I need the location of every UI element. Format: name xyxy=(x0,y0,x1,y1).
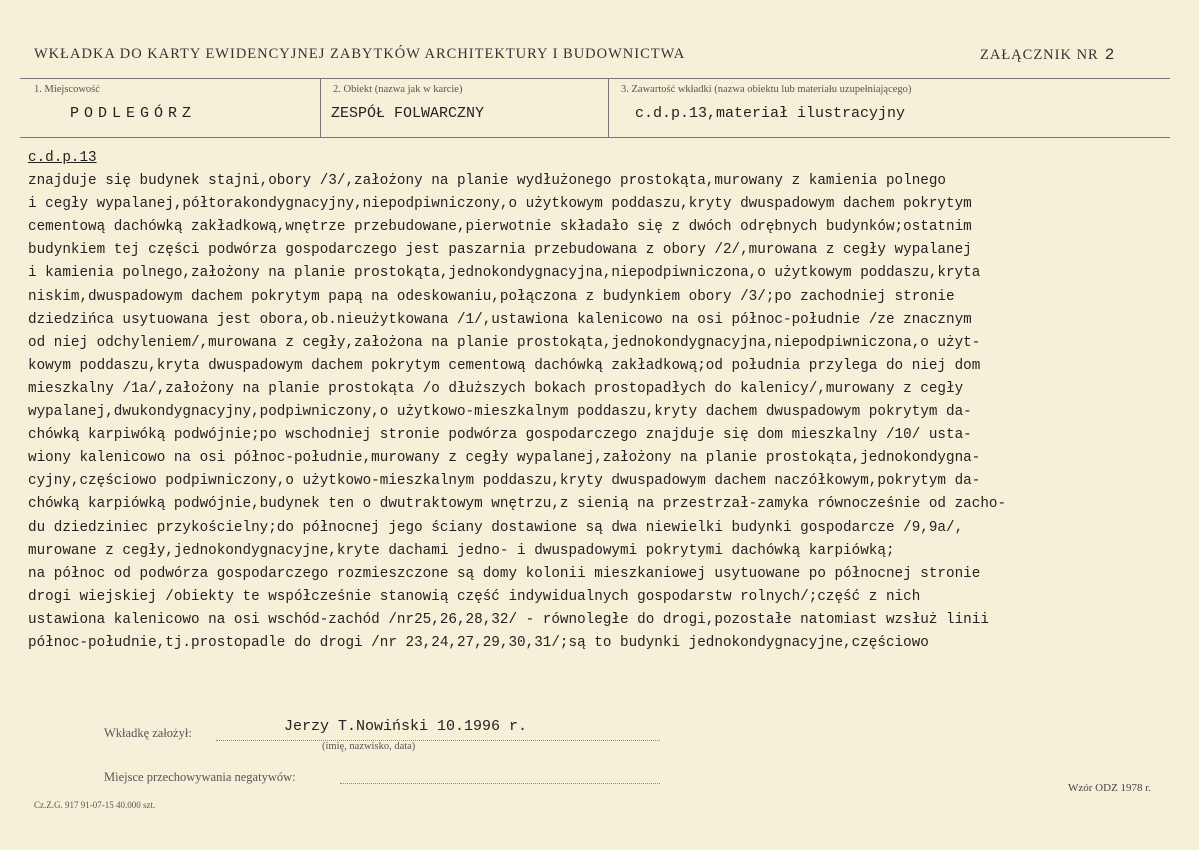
author-value: Jerzy T.Nowiński 10.1996 r. xyxy=(284,718,528,735)
text-line: północ-południe,tj.prostopadle do drogi /nr 23,24,27,29,30,31/;są to budynki jednokondygnacyjne,częściowo xyxy=(28,634,929,651)
text-line: od niej odchyleniem/,murowana z cegły,założona na planie prostokąta,jednokondygnacyjna,niepodpiwniczona,o użyt- xyxy=(28,334,981,351)
text-line: du dziedziniec przykościelny;do północnej jego ściany dostawione są dwa niewielki budynki gospodarcze /9,9a/, xyxy=(28,519,964,536)
text-line: i kamienia polnego,założony na planie prostokąta,jednokondygnacyjna,niepodpiwniczona,o użytkowym poddaszu,kryta xyxy=(28,265,981,282)
annex-label-group xyxy=(980,46,1115,64)
content-field xyxy=(608,79,1171,137)
text-line: cyjny,częściowo podpiwniczony,o użytkowo-mieszkalnym poddaszu,kryty dwuspadowym dachem naczółkowym,pokrytym da- xyxy=(28,473,981,490)
form-title: WKŁADKA DO KARTY EWIDENCYJNEJ ZABYTKÓW ARCHITEKTURY I BUDOWNICTWA xyxy=(34,46,686,62)
text-line: dziedzińca usytuowana jest obora,ob.nieużytkowana /1/,ustawiona kalenicowo na osi północ-południe /ze znacznym xyxy=(28,311,972,328)
continuation-heading: c.d.p.13 xyxy=(28,150,97,166)
negatives-label: Miejsce przechowywania negatywów: xyxy=(104,770,296,784)
negatives-dotted-line xyxy=(340,783,660,784)
annex-number: 2 xyxy=(1104,46,1116,64)
text-line: chówką karpiwóką podwójnie;po wschodniej stronie podwórza gospodarczego znajduje się dom mieszkalny /10/ usta- xyxy=(28,427,972,444)
negatives-row xyxy=(104,770,704,790)
text-line: i cegły wypalanej,półtorakondygnacyjny,niepodpiwniczony,o użytkowym poddaszu,kryty dwuspadowym dachem pokrytym xyxy=(28,196,972,213)
text-line: kowym poddaszu,kryta dwuspadowym dachem pokrytym cementową dachówką zakładkową;od południa przylega do niej dom xyxy=(28,357,981,374)
content-value: c.d.p.13,materiał ilustracyjny xyxy=(635,105,906,122)
header-fields-row xyxy=(20,78,1170,138)
object-label: 2. Obiekt (nazwa jak w karcie) xyxy=(333,84,463,95)
text-line: chówką karpiówką podwójnie,budynek ten o dwutraktowym wnętrzu,z sienią na przestrzał-zamyka równocześnie od zacho- xyxy=(28,496,1007,513)
text-line: niskim,dwuspadowym dachem pokrytym papą na odeskowaniu,połączona z budynkiem obory /3/;po zachodniej stronie xyxy=(28,288,955,305)
text-line: drogi wiejskiej /obiekty te współcześnie stanowią część indywidualnych gospodarstw rolnych/;część z nich xyxy=(28,588,921,605)
text-line: mieszkalny /1a/,założony na planie prostokąta /o dłuższych bokach prostopadłych do kalenicy/,murowany z cegły xyxy=(28,380,964,397)
object-field xyxy=(320,79,609,137)
text-line: budynkiem tej części podwórza gospodarczego jest paszarnia przebudowana z obory /2/,murowana z cegły wypalanej xyxy=(28,242,972,259)
annex-label: ZAŁĄCZNIK NR xyxy=(980,47,1099,63)
text-line: ustawiona kalenicowo na osi wschód-zachód /nr25,26,28,32/ - równoległe do drogi,pozostałe natomiast wzsłuż linii xyxy=(28,611,989,628)
typed-description xyxy=(28,147,1178,655)
author-caption: (imię, nazwisko, data) xyxy=(322,741,416,752)
print-note: Cz.Z.G. 917 91-07-15 40.000 szt. xyxy=(34,800,156,810)
text-line: wypalanej,dwukondygnacyjny,podpiwniczony,o użytkowo-mieszkalnym poddaszu,kryty dachem dwuspadowym pokrytym da- xyxy=(28,404,972,421)
text-line: cementową dachówką zakładkową,wnętrze przebudowane,pierwotnie składało się z dwóch odrębnych budynków;ostatnim xyxy=(28,219,972,236)
text-line: znajduje się budynek stajni,obory /3/,założony na planie wydłużonego prostokąta,murowany z kamienia polnego xyxy=(28,173,947,190)
location-field xyxy=(20,79,320,137)
form-model: Wzór ODZ 1978 r. xyxy=(1068,782,1152,794)
author-signature-row xyxy=(104,718,704,758)
content-label: 3. Zawartość wkładki (nazwa obiektu lub materiału uzupełniającego) xyxy=(621,84,912,95)
text-line: murowane z cegły,jednokondygnacyjne,kryte dachami jedno- i dwuspadowymi pokrytymi dachówką karpiówką; xyxy=(28,542,895,559)
author-label: Wkładkę założył: xyxy=(104,726,192,740)
location-label: 1. Miejscowość xyxy=(34,84,100,95)
text-line: wiony kalenicowo na osi północ-południe,murowany z cegły wypalanej,założony na planie prostokąta,jednokondygna- xyxy=(28,450,981,467)
text-line: na północ od podwórza gospodarczego rozmieszczone są domy kolonii mieszkaniowej usytuowane po północnej stronie xyxy=(28,565,981,582)
location-value: PODLEGÓRZ xyxy=(70,105,197,122)
author-dotted-line xyxy=(216,740,660,741)
object-value: ZESPÓŁ FOLWARCZNY xyxy=(331,105,485,122)
